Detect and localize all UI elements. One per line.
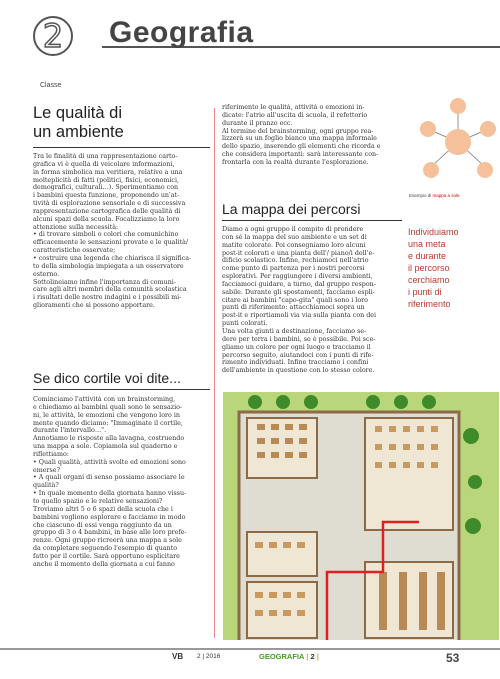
school-floorplan-illustration	[223, 392, 499, 640]
sidebar-note: Individuiamo una meta e durante il percorso cerchiamo i punti di riferimento	[408, 227, 459, 309]
section-heading-cortile: Se dico cortile voi dite...	[33, 370, 181, 386]
section-heading-qualita: Le qualità di un ambiente	[33, 104, 124, 141]
footer-section-name: GEOGRAFIA	[259, 652, 305, 661]
caption-prefix: Esempio di	[409, 193, 432, 198]
page-title: Geografia	[109, 16, 254, 49]
issue-label: 2 | 2016	[197, 653, 221, 660]
col2-top-body: riferimento le qualità, attività o emozioni in- dicate: l'atrio all'uscita di scuola, il refettorio durante il pranzo ecc. Al termine del brainstorming, ogni gruppo rea- lizzerà su un foglio bianco una mappa informale dello spazio, inserendo gli elementi che ricorda e che considera importanti: sarà interessante con- frontarla con la realtà durante l'esplorazione.	[222, 104, 381, 166]
heading-underline	[222, 220, 402, 221]
diagram-caption	[409, 193, 460, 198]
heading-underline	[33, 147, 210, 148]
footer-rule	[0, 648, 500, 650]
caption-highlight: mappa a sole	[432, 193, 460, 198]
page-number: 53	[446, 651, 460, 665]
footer-section: GEOGRAFIA | 2 |	[259, 652, 319, 661]
unit-number-badge: 2	[33, 16, 73, 56]
sun-map-diagram	[418, 96, 498, 192]
column-divider	[214, 108, 215, 638]
magazine-logo: VB	[172, 652, 184, 661]
section-body-cortile: Cominciamo l'attività con un brainstorming, e chiediamo ai bambini quali sono le sensazio- ni, le attività, le emozioni che vengono loro in mente quando diciamo: "Immaginate il cortile, durante l'intervallo…". Annotiamo le risposte alla lavagna, costruendo una mappa a sole. Copiamola sul quaderno e riflettiamo: • Quali qualità, attività svolte ed emozioni sono emerse? • A quali organi di senso possiamo associare le qualità? • In quale momento della giornata hanno vissu- to quello spazio e le relative sensazioni? Troviamo altri 5 o 6 spazi della scuola che i bambini vogliono esplorare e facciamo in modo che ciascuno di essi venga raggiunto da un gruppo di 3 o 4 bambini, in base alle loro prefe- renze. Ogni gruppo ricreerà una mappa a sole da completare seguendo l'esempio di quanto fatto per il cortile. Sarà opportuno esplicitare anche il momento della giornata a cui fanno	[33, 396, 187, 568]
unit-label: Classe	[40, 82, 62, 89]
section-body-qualita: Tra le finalità di una rappresentazione carto- grafica vi è quella di veicolare informazioni, in forma simbolica ma veritiera, relative a una molteplicità di fatti (politici, fisici, economici, demografici, culturali…). Sperimentiamo con i bambini questa funzione, proponendo un'at- tività di esplorazione sensoriale e di successiva rappresentazione cartografica delle qualità di alcuni spazi della scuola. Focalizziamo la loro attenzione sulla necessità: • di trovare simboli o colori che comunichino efficacemente le sensazioni provate e le qualità/ caratteristiche osservate; • costruire una legenda che chiarisca il significa- to della simbologia impiegata a un osservatore esterno. Sottolineiamo infine l'importanza di comuni- care agli altri membri della comunità scolastica i risultati delle nostre indagini e i possibili mi- glioramenti che si possono apportare.	[33, 153, 192, 310]
footer-section-number: 2	[310, 652, 315, 661]
heading-underline	[33, 389, 210, 390]
section-body-percorsi: Diamo a ogni gruppo il compito di prendere con sé la mappa del suo ambiente e un set di matite colorate. Poi consegniamo loro alcuni post-it colorati e una pianta dell'/ piano/i dell'e- dificio scolastico. Infine, rechiamoci nell'atrio come punto di partenza per i nostri percorsi esplorativi. Per raggiungere i diversi ambienti, facciamoci guidare, a turno, dal gruppo respon- sabile. Durante gli spostamenti, facciamo espli- citare ai bambini "capo-gita" quali sono i loro punti di riferimento: attacchiamoci sopra un post-it e riportiamoli via via sulla pianta con dei punti colorati. Una volta giunti a destinazione, facciamo se- dere per terra i bambini, se è possibile. Poi sce- gliamo un colore per ogni luogo e tracciamo il percorso seguito, aiutandoci con i punti di rife- rimento individuati. Infine tracciamo i confini dell'ambiente in questione con lo stesso colore.	[222, 226, 377, 375]
section-heading-percorsi: La mappa dei percorsi	[222, 201, 361, 217]
